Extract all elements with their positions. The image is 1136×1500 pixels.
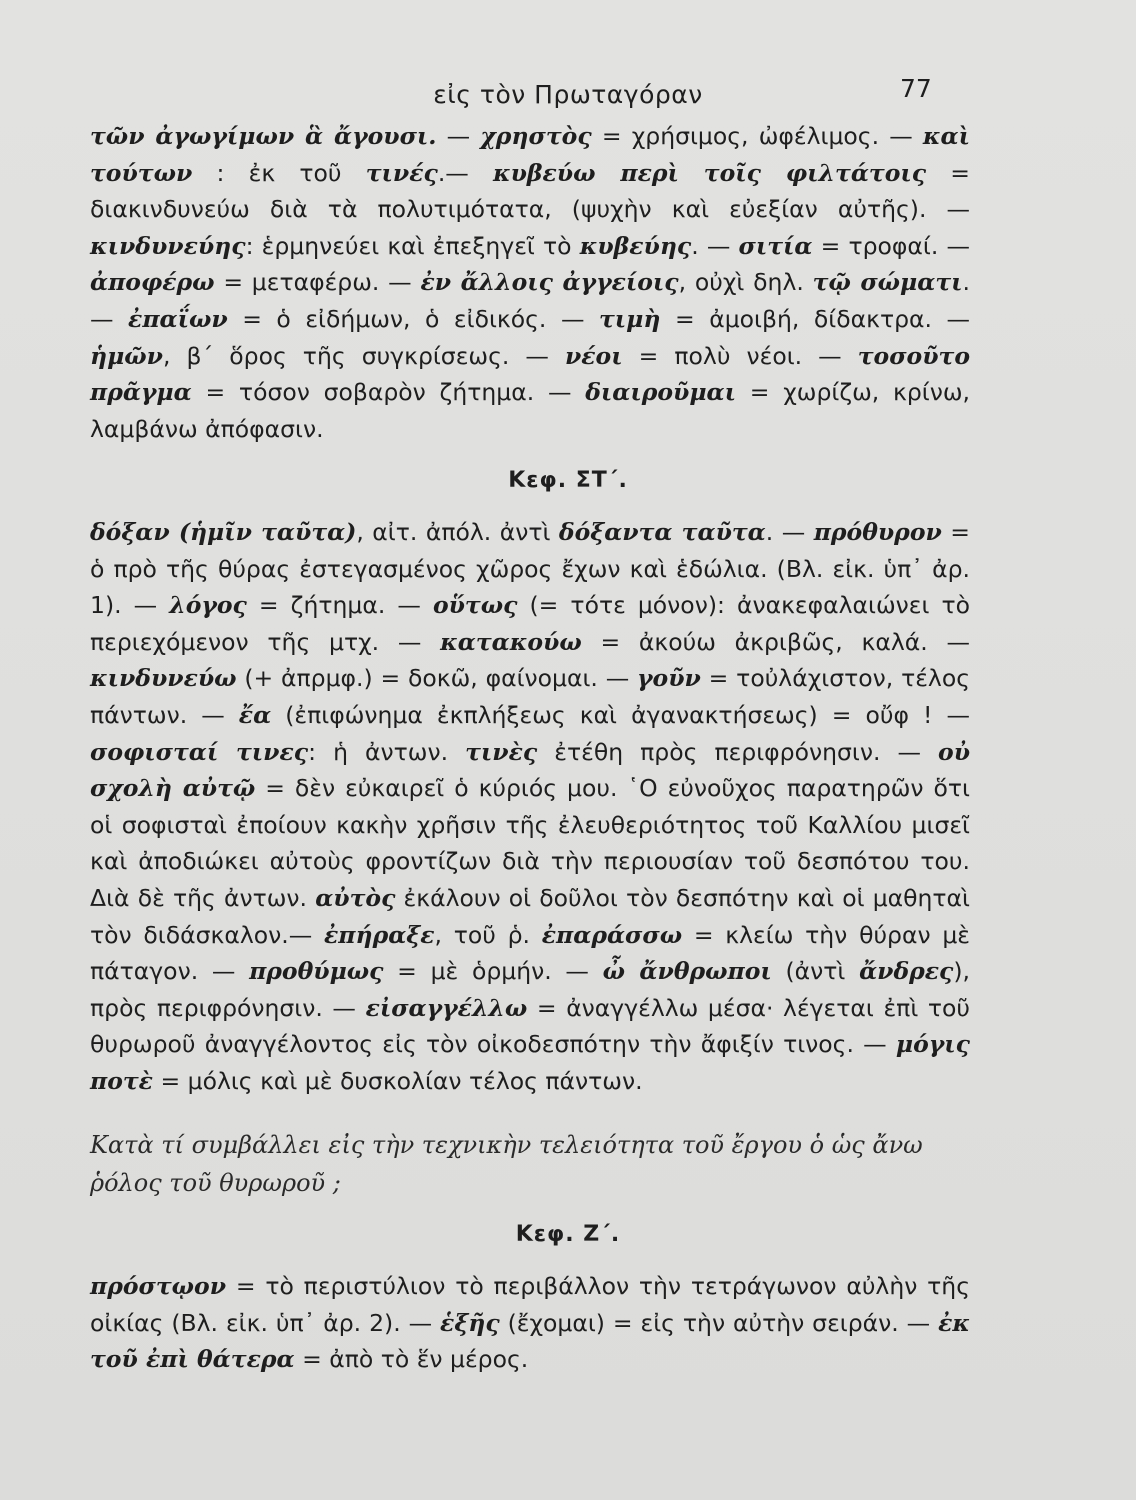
gloss-text: (ἐπιφώνημα ἐκπλήξεως καὶ ἀγανακτήσεως) = οὔφ ! —	[271, 700, 970, 729]
gloss-text: = μόλις καὶ μὲ δυσκολίαν τέλος πάντων.	[152, 1066, 643, 1095]
gloss-text: = τὸ περιστύλιον τὸ περιβάλλον τὴν τετράγωνον αὐλὴν τῆς οἰκίας (Βλ. εἰκ. ὑπ᾿ ἀρ. 2). —	[90, 1272, 970, 1337]
lemma-term: κινδυνεύης	[90, 231, 246, 260]
gloss-text: .—	[437, 158, 493, 187]
gloss-text: = μὲ ὁρμήν. —	[383, 957, 603, 986]
gloss-text: = πολὺ νέοι. —	[622, 341, 858, 370]
gloss-text: = μεταφέρω. —	[214, 268, 421, 297]
lemma-term: λόγος	[169, 591, 247, 620]
lemma-term: νέοι	[564, 341, 623, 370]
gloss-text: (+ ἀπρμφ.) = δοκῶ, φαίνομαι. —	[236, 664, 638, 693]
lemma-term: ἐν ἄλλοις ἀγγείοις	[420, 268, 679, 297]
gloss-text: = δὲν εὐκαιρεῖ ὁ κύριός μου. ῾Ο εὐνοῦχος παρατηρῶν ὅτι οἱ σοφισταὶ ἐποίουν κακὴν χρῆσιν τῆς ἐλευθεριότητος τοῦ Καλλίου μισεῖ καὶ ἀποδιώκει αὐτοὺς φροντίζων διὰ τὴν περιουσίαν τοῦ δεσπότου του. Διὰ δὲ τῆς ἀντων.	[90, 774, 970, 912]
lemma-term: τινές	[365, 158, 438, 187]
gloss-text: . —	[691, 231, 739, 260]
gloss-text: , αἰτ. ἀπόλ. ἀντὶ	[356, 518, 559, 546]
lemma-term: γοῦν	[637, 664, 701, 693]
gloss-text: = ὁ εἰδήμων, ὁ εἰδικός. —	[227, 304, 599, 333]
gloss-text: , τοῦ ῥ.	[434, 920, 542, 949]
gloss-text: . —	[765, 518, 814, 546]
lemma-term: ὦ ἄνθρωποι	[602, 957, 772, 986]
gloss-text: = ὁ πρὸ τῆς θύρας ἐστεγασμένος χῶρος ἔχων καὶ ἑδώλια. (Βλ. εἰκ. ὑπ᾿ ἀρ. 1). —	[90, 518, 970, 620]
lemma-term: κινδυνεύω	[90, 664, 237, 693]
gloss-text: , οὐχὶ δηλ.	[678, 268, 813, 297]
lemma-term: πρόστῳον	[90, 1272, 226, 1300]
gloss-text: = ἀναγγέλλω μέσα· λέγεται ἐπὶ τοῦ θυρωροῦ ἀναγγέλοντος εἰς τὸν οἰκοδεσπότην τὴν ἄφιξίν τινος. —	[90, 993, 970, 1059]
lemma-term: εἰσαγγέλλω	[365, 993, 528, 1022]
lemma-term: κυβεύω περὶ τοῖς φιλτάτοις	[493, 158, 927, 187]
lemma-term: ἄνδρες	[859, 957, 954, 986]
paragraph-2	[90, 514, 970, 1100]
lemma-term: ἐκ τοῦ ἐπὶ θάτερα	[90, 1308, 971, 1374]
gloss-text: = ἀπὸ τὸ ἕν μέρος.	[294, 1345, 529, 1374]
lemma-term: ἑξῆς	[440, 1308, 500, 1337]
gloss-text: : ἐκ τοῦ	[192, 158, 366, 187]
lemma-term: κατακούω	[440, 627, 582, 656]
gloss-text: , β΄ ὅρος τῆς συγκρίσεως. —	[162, 341, 565, 370]
lemma-term: αὐτὸς	[315, 883, 396, 912]
paragraph-1	[90, 118, 970, 447]
lemma-term: τῶν ἀγωγίμων ἃ ἄγουσι.	[90, 122, 437, 150]
gloss-text: (ἀντὶ	[771, 957, 860, 986]
lemma-term: τιμὴ	[598, 304, 661, 333]
lemma-term: κυβεύης	[579, 231, 692, 260]
study-question: Κατὰ τί συμβάλλει εἰς τὴν τεχνικὴν τελειότητα τοῦ ἔργου ὁ ὡς ἄνω ῥόλος τοῦ θυρωροῦ ;	[90, 1131, 923, 1197]
lemma-term: τινὲς	[465, 737, 538, 766]
lemma-term: ἐπαΐων	[128, 304, 228, 333]
gloss-text: (= τότε μόνον): ἀνακεφαλαιώνει τὸ περιεχόμενον τῆς μτχ. —	[90, 591, 971, 656]
lemma-term: δόξαν (ἡμῖν ταῦτα)	[90, 518, 357, 546]
gloss-text: = ζήτημα. —	[246, 591, 433, 620]
lemma-term: χρηστὸς	[480, 122, 592, 150]
gloss-text: ἐκάλουν οἱ δοῦλοι τὸν δεσπότην καὶ οἱ μαθηταὶ τὸν διδάσκαλον.—	[90, 883, 971, 949]
section-heading-6: Κεφ. ΣΤ΄.	[508, 468, 628, 493]
gloss-text: (ἔχομαι) = εἰς τὴν αὐτὴν σειράν. —	[499, 1308, 939, 1337]
gloss-text: ), πρὸς περιφρόνησιν. —	[90, 957, 971, 1022]
gloss-text: = τοὐλάχιστον, τέλος πάντων. —	[90, 664, 970, 729]
gloss-text: = τόσον σοβαρὸν ζήτημα. —	[191, 378, 586, 407]
gloss-text: ἐτέθη πρὸς περιφρόνησιν. —	[537, 737, 939, 766]
lemma-term: τῷ σώματι	[812, 268, 963, 297]
lemma-term: διαιροῦμαι	[585, 378, 736, 407]
lemma-term: μόγις ποτὲ	[90, 1030, 970, 1095]
running-header: εἰς τὸν Πρωταγόραν	[433, 80, 703, 109]
gloss-text: = κλείω τὴν θύραν μὲ πάταγον. —	[90, 920, 970, 986]
page-number: 77	[900, 74, 932, 103]
gloss-text: = ἀκούω ἀκριβῶς, καλά. —	[581, 627, 970, 656]
lemma-term: καὶ τούτων	[90, 122, 970, 187]
lemma-term: ἡμῶν	[90, 341, 163, 370]
lemma-term: σιτία	[738, 231, 813, 260]
lemma-term: ἐπαράσσω	[541, 920, 683, 949]
lemma-term: οὕτως	[432, 591, 518, 620]
section-heading-7: Κεφ. Ζ΄.	[515, 1222, 621, 1247]
lemma-term: οὐ σχολὴ αὐτῷ	[90, 737, 971, 803]
lemma-term: προθύμως	[249, 957, 384, 986]
gloss-text: : ἡ ἀντων.	[308, 737, 466, 766]
gloss-text: : ἑρμηνεύει καὶ ἐπεξηγεῖ τὸ	[245, 231, 580, 260]
gloss-text: = χωρίζω, κρίνω, λαμβάνω ἀπόφασιν.	[90, 378, 971, 443]
lemma-term: δόξαντα ταῦτα	[558, 518, 766, 546]
gloss-text: —	[436, 122, 481, 150]
paragraph-3	[90, 1268, 970, 1378]
lemma-term: τοσοῦτο πρᾶγμα	[90, 341, 971, 407]
lemma-term: ἀποφέρω	[90, 268, 215, 297]
gloss-text: = ἀμοιβή, δίδακτρα. —	[660, 304, 970, 333]
gloss-text: = τροφαί. —	[812, 231, 970, 260]
gloss-text: = χρήσιμος, ὠφέλιμος. —	[591, 122, 923, 150]
gloss-text: . —	[90, 268, 970, 333]
gloss-text: = διακινδυνεύω διὰ τὰ πολυτιμότατα, (ψυχὴν καὶ εὐεξίαν αὐτῆς). —	[90, 158, 970, 224]
lemma-term: σοφισταί τινες	[90, 737, 309, 766]
lemma-term: ἔα	[238, 700, 272, 729]
lemma-term: πρόθυρον	[813, 518, 942, 546]
lemma-term: ἐπήραξε	[324, 920, 435, 949]
